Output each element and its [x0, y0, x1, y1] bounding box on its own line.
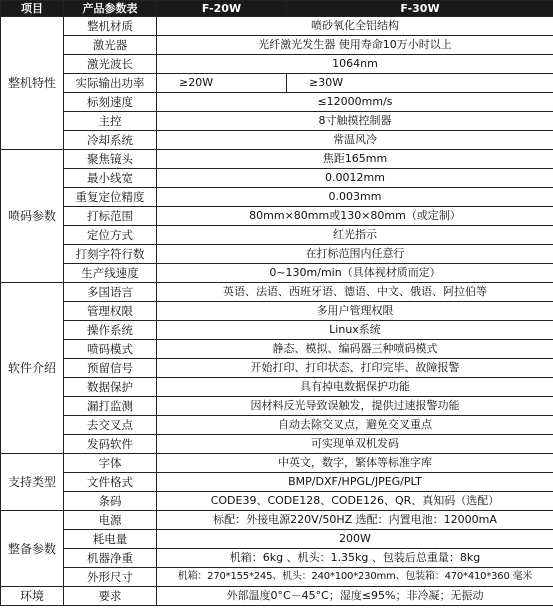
row-value: CODE39、CODE128、CODE126、QR、真知码（选配）: [157, 492, 553, 511]
row-label: 数据保护: [64, 378, 157, 397]
header-row: [1, 1, 553, 17]
category-environment: 环境: [1, 587, 64, 606]
row-value: 外部温度0°C－45°C；湿度≤95%；非冷凝；无振动: [157, 587, 553, 606]
table-row: [1, 359, 553, 378]
header-f30w: F-30W: [287, 1, 553, 17]
table-row: [1, 454, 553, 473]
table-row: [1, 17, 553, 36]
table-row: [1, 492, 553, 511]
table-row: [1, 188, 553, 207]
row-value: 0~130m/min（具体视材质而定）: [157, 264, 553, 283]
row-label: 整机材质: [64, 17, 157, 36]
row-value: 红光指示: [157, 226, 553, 245]
row-value: BMP/DXF/HPGL/JPEG/PLT: [157, 473, 553, 492]
row-value: 英语、法语、西班牙语、德语、中文、俄语、阿拉伯等: [157, 283, 553, 302]
row-label: 外形尺寸: [64, 568, 157, 587]
table-row: [1, 245, 553, 264]
row-label: 条码: [64, 492, 157, 511]
row-label: 要求: [64, 587, 157, 606]
row-value: 因材料反光导致误触发，提供过速报警功能: [157, 397, 553, 416]
row-label: 操作系统: [64, 321, 157, 340]
table-row: [1, 397, 553, 416]
row-label: 管理权限: [64, 302, 157, 321]
row-label: 重复定位精度: [64, 188, 157, 207]
row-value: 常温风冷: [157, 131, 553, 150]
row-label: 打标范围: [64, 207, 157, 226]
table-row: [1, 131, 553, 150]
row-label: 机器净重: [64, 549, 157, 568]
table-row: [1, 416, 553, 435]
row-label: 最小线宽: [64, 169, 157, 188]
table-row: [1, 568, 553, 587]
row-label: 打刻字符行数: [64, 245, 157, 264]
table-row: [1, 93, 553, 112]
table-row: [1, 530, 553, 549]
row-value: 8寸触摸控制器: [157, 112, 553, 131]
row-value: Linux系统: [157, 321, 553, 340]
row-value: 在打标范围内任意行: [157, 245, 553, 264]
table-row: [1, 74, 553, 93]
table-row: [1, 378, 553, 397]
category-equipment: 整备参数: [1, 511, 64, 587]
row-value: 自动去除交叉点，避免交叉重点: [157, 416, 553, 435]
row-value: ≤12000mm/s: [157, 93, 553, 112]
row-value: 0.003mm: [157, 188, 553, 207]
row-label: 喷码模式: [64, 340, 157, 359]
row-value: 静态、模拟、编码器三种喷码模式: [157, 340, 553, 359]
header-f20w: F-20W: [157, 1, 287, 17]
row-label: 漏打监测: [64, 397, 157, 416]
row-value: 中英文，数字，繁体等标准字库: [157, 454, 553, 473]
table-row: [1, 435, 553, 454]
table-row: [1, 321, 553, 340]
row-label: 文件格式: [64, 473, 157, 492]
table-row: [1, 112, 553, 131]
row-value: 可实现单双机发码: [157, 435, 553, 454]
table-row: [1, 473, 553, 492]
row-value: 200W: [157, 530, 553, 549]
table-row: [1, 549, 553, 568]
row-label: 字体: [64, 454, 157, 473]
row-label: 生产线速度: [64, 264, 157, 283]
table-row: [1, 150, 553, 169]
row-value: 标配：外接电源220V/50HZ 选配：内置电池：12000mA: [157, 511, 553, 530]
row-value: 多用户管理权限: [157, 302, 553, 321]
row-label: 标刻速度: [64, 93, 157, 112]
table-row: [1, 207, 553, 226]
row-label: 电源: [64, 511, 157, 530]
row-value: 开始打印、打印状态、打印完毕、故障报警: [157, 359, 553, 378]
category-machine: 整机特性: [1, 17, 64, 150]
row-label: 主控: [64, 112, 157, 131]
table-row: [1, 264, 553, 283]
row-value: 0.0012mm: [157, 169, 553, 188]
table-row: [1, 36, 553, 55]
header-param: 产品参数表: [64, 1, 157, 17]
row-label: 激光器: [64, 36, 157, 55]
table-row: [1, 587, 553, 606]
table-row: [1, 340, 553, 359]
category-software: 软件介绍: [1, 283, 64, 454]
row-label: 聚焦镜头: [64, 150, 157, 169]
row-value: 焦距165mm: [157, 150, 553, 169]
row-value: 80mm×80mm或130×80mm（或定制）: [157, 207, 553, 226]
row-value: 光纤激光发生器 使用寿命10万小时以上: [157, 36, 553, 55]
row-value: 机箱：6kg 、机头：1.35kg 、包装后总重量：8kg: [157, 549, 553, 568]
header-item: 项目: [1, 1, 64, 17]
row-value: 具有掉电数据保护功能: [157, 378, 553, 397]
row-label: 实际输出功率: [64, 74, 157, 93]
row-value-f30w: ≥30W: [287, 74, 553, 93]
table-row: [1, 283, 553, 302]
table-row: [1, 226, 553, 245]
row-label: 定位方式: [64, 226, 157, 245]
table-row: [1, 169, 553, 188]
table-row: [1, 511, 553, 530]
row-label: 多国语言: [64, 283, 157, 302]
row-label: 去交叉点: [64, 416, 157, 435]
row-label: 激光波长: [64, 55, 157, 74]
row-value-f20w: ≥20W: [157, 74, 287, 93]
row-label: 耗电量: [64, 530, 157, 549]
row-value: 机箱：270*155*245、机头：240*100*230mm、包装箱：470*410*360 毫米: [157, 568, 553, 587]
row-value: 1064nm: [157, 55, 553, 74]
table-row: [1, 302, 553, 321]
category-printing: 喷码参数: [1, 150, 64, 283]
category-support: 支持类型: [1, 454, 64, 511]
table-row: [1, 55, 553, 74]
row-value: 喷砂氧化全铝结构: [157, 17, 553, 36]
row-label: 冷却系统: [64, 131, 157, 150]
row-label: 预留信号: [64, 359, 157, 378]
row-label: 发码软件: [64, 435, 157, 454]
